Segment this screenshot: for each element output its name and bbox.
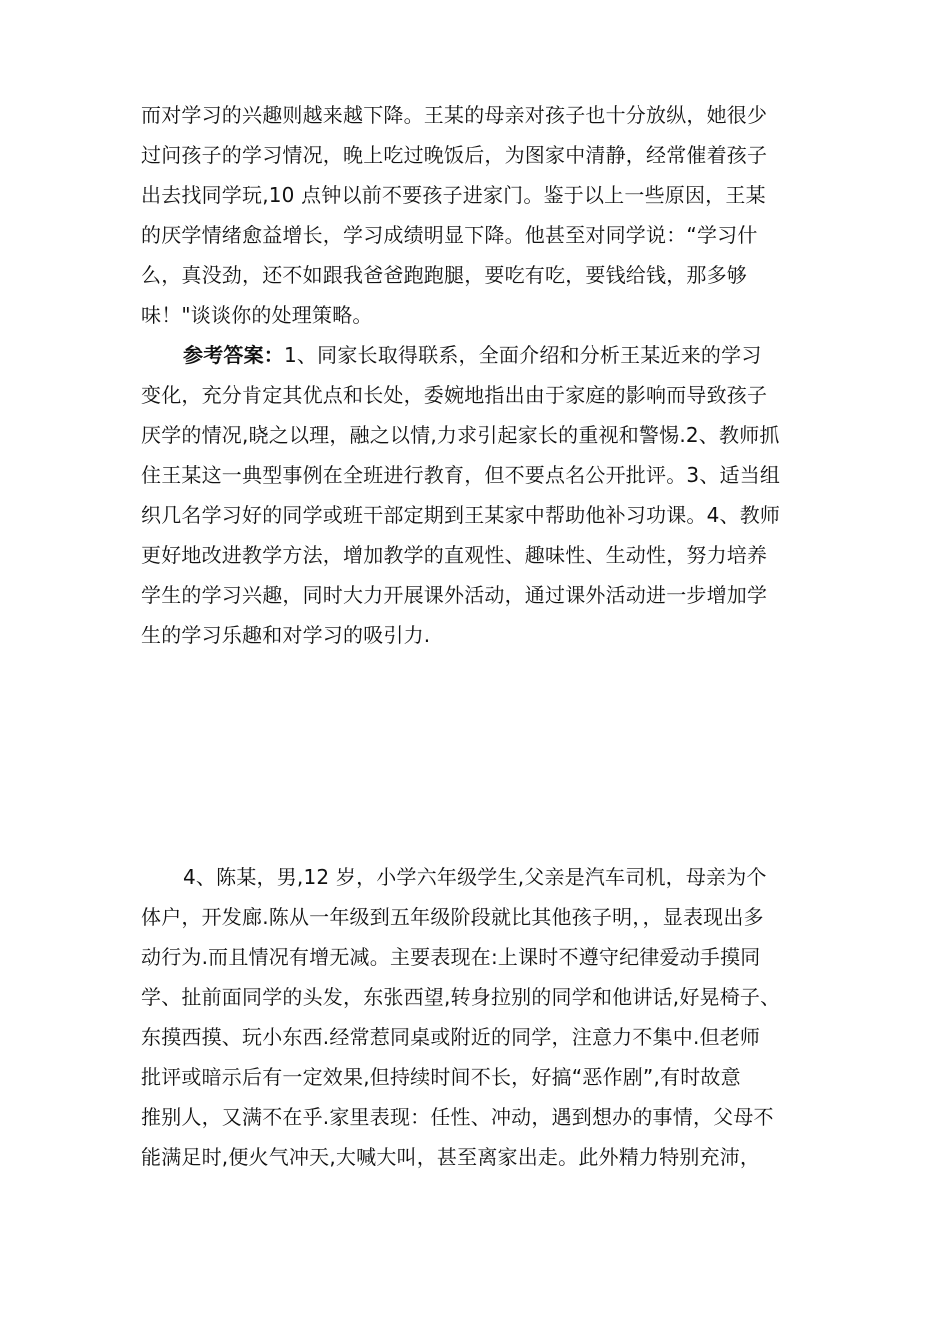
case4-first-line: 4、陈某，男,12 岁，小学六年级学生,父亲是汽车司机，母亲为个 <box>183 865 767 889</box>
answer-label: 参考答案： <box>183 343 284 367</box>
case-text-line: 的厌学情绪愈益增长，学习成绩明显下降。他甚至对同学说：“学习什 <box>141 223 758 247</box>
answer-text-line: 住王某这一典型事例在全班进行教育，但不要点名公开批评。3、适当组 <box>141 463 781 487</box>
answer-text-line: 变化，充分肯定其优点和长处，委婉地指出由于家庭的影响而导致孩子 <box>141 383 768 407</box>
case4-text-line: 推别人，又满不在乎.家里表现：任性、冲动，遇到想办的事情，父母不 <box>141 1105 774 1129</box>
case-text-line: 味！"谈谈你的处理策略。 <box>141 303 373 327</box>
answer-text-line: 更好地改进教学方法，增加教学的直观性、趣味性、生动性，努力培养 <box>141 543 768 567</box>
answer-text-line: 厌学的情况,晓之以理，融之以情,力求引起家长的重视和警惕.2、教师抓 <box>141 423 780 447</box>
answer-text-line: 生的学习乐趣和对学习的吸引力. <box>141 623 431 647</box>
case-text-line: 过问孩子的学习情况，晚上吃过晚饭后，为图家中清静，经常催着孩子 <box>141 143 768 167</box>
case-text-line: 出去找同学玩,10 点钟以前不要孩子进家门。鉴于以上一些原因，王某 <box>141 183 766 207</box>
case4-text-line: 学、扯前面同学的头发，东张西望,转身拉别的同学和他讲话,好晃椅子、 <box>141 985 781 1009</box>
case4-text-line: 批评或暗示后有一定效果,但持续时间不长，好搞“恶作剧”,有时故意 <box>141 1065 741 1089</box>
case4-text-line: 能满足时,便火气冲天,大喊大叫，甚至离家出走。此外精力特别充沛， <box>141 1145 761 1169</box>
answer-text-line: 学生的学习兴趣，同时大力开展课外活动，通过课外活动进一步增加学 <box>141 583 768 607</box>
answer-text-line: 织几名学习好的同学或班干部定期到王某家中帮助他补习功课。4、教师 <box>141 503 781 527</box>
case-text-line: 而对学习的兴趣则越来越下降。王某的母亲对孩子也十分放纵，她很少 <box>141 103 768 127</box>
answer-first-line <box>183 342 762 368</box>
answer-text: 1、同家长取得联系，全面介绍和分析王某近来的学习 <box>284 343 762 367</box>
case-text-line: 么，真没劲，还不如跟我爸爸跑跑腿，要吃有吃，要钱给钱，那多够 <box>141 263 747 287</box>
case4-text-line: 东摸西摸、玩小东西.经常惹同桌或附近的同学，注意力不集中.但老师 <box>141 1025 761 1049</box>
case4-text-line: 体户，开发廊.陈从一年级到五年级阶段就比其他孩子明，，显表现出多 <box>141 905 764 929</box>
case4-text-line: 动行为.而且情况有增无减。主要表现在:上课时不遵守纪律爱动手摸同 <box>141 945 761 969</box>
